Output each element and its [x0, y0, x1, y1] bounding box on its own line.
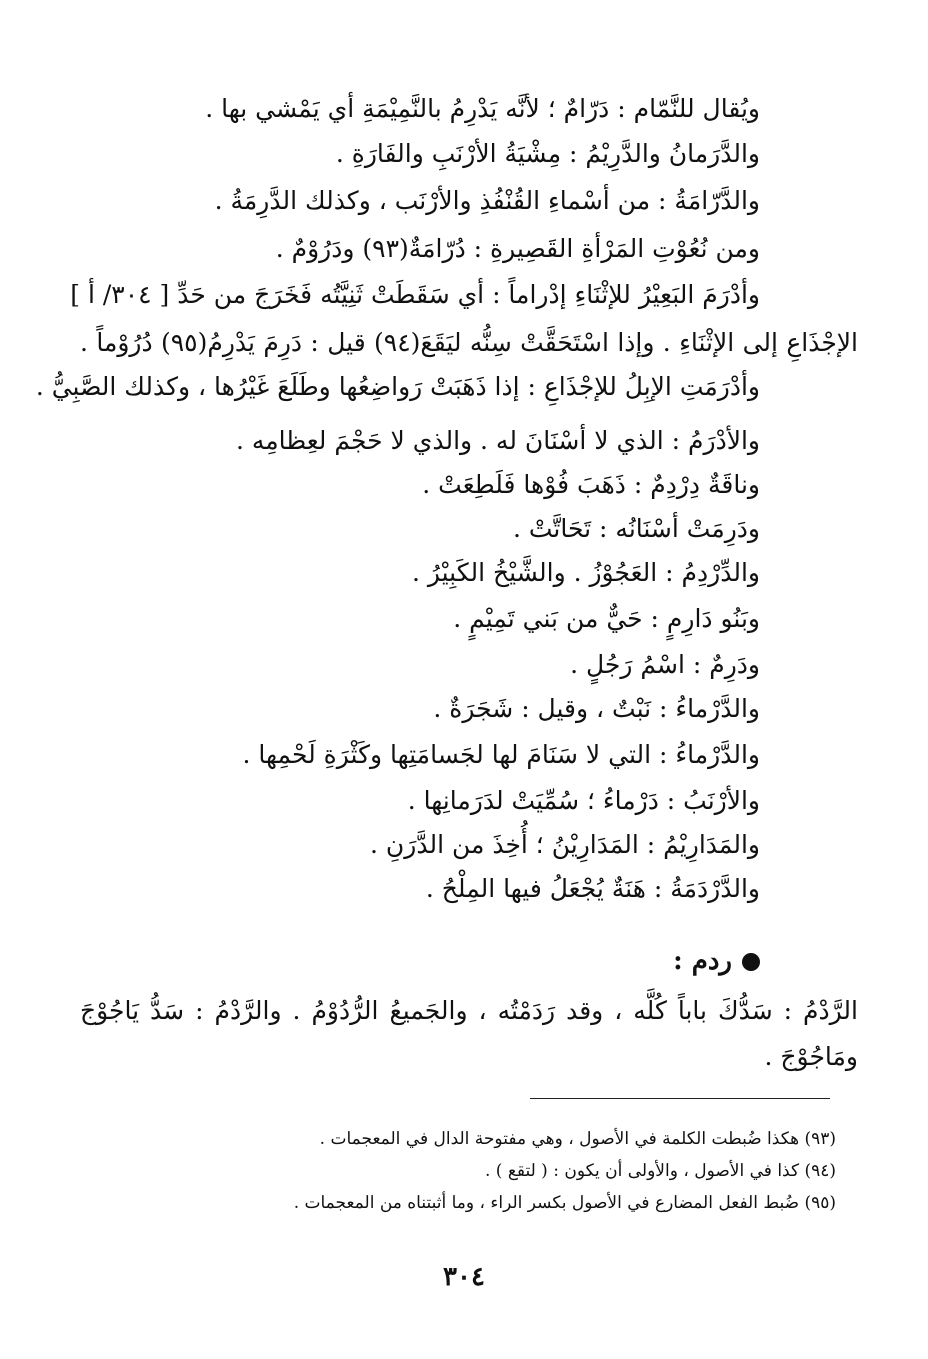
page-number: ٣٠٤	[443, 1262, 485, 1292]
footnote-93: (٩٣) هكذا ضُبطت الكلمة في الأصول ، وهي مفتوحة الدال في المعجمات .	[319, 1129, 836, 1149]
text-line-2: والدَّرَمانُ والدَّرِيْمُ : مِشْيَةُ الأرْنَبِ والفَارَةِ .	[335, 139, 760, 168]
text-line-9: وناقَةٌ دِرْدِمٌ : ذَهَبَ فُوْها فَلَطِعَتْ .	[422, 470, 760, 499]
text-line-15: والدَّرْماءُ : التي لا سَنَامَ لها لجَسامَتِها وكَثْرَةِ لَحْمِها .	[242, 740, 760, 769]
text-line-10: ودَرِمَتْ أسْنَانُه : تَحَاتَّتْ .	[512, 514, 760, 543]
text-line-11: والدِّرْدِمُ : العَجُوْزُ . والشَّيْخُ الكَبِيْرُ .	[411, 558, 760, 587]
final-line-2: ومَاجُوْجَ .	[764, 1042, 858, 1071]
text-line-1: ويُقال للنَّمّام : دَرّامٌ ؛ لأنَّه يَدْرِمُ بالنَّمِيْمَةِ أي يَمْشي بها .	[205, 94, 760, 123]
entry-heading	[80, 944, 760, 978]
bullet-icon	[742, 953, 760, 971]
footnote-95: (٩٥) ضُبط الفعل المضارع في الأصول بكسر الراء ، وما أثبتناه من المعجمات .	[293, 1193, 836, 1213]
final-line-1: الرَّدْمُ : سَدُّكَ باباً كُلَّه ، وقد رَدَمْتُه ، والجَميعُ الرُّدُوْمُ . والرَّدْمُ : سَدُّ يَاجُوْجَ	[80, 996, 858, 1025]
text-line-4: ومن نُعُوْتِ المَرْأةِ القَصِيرةِ : دُرّامَةٌ(٩٣) ودَرُوْمٌ .	[275, 234, 760, 263]
text-line-18: والدَّرْدَمَةُ : هَنَةٌ يُجْعَلُ فيها المِلْحُ .	[425, 874, 760, 903]
text-line-13: ودَرِمٌ : اسْمُ رَجُلٍ .	[570, 650, 760, 679]
text-line-3: والدَّرّامَةُ : من أسْماءِ القُنْفُذِ والأرْنَب ، وكذلك الدَّرِمَةُ .	[214, 186, 760, 215]
text-line-16: والأرْنَبُ : دَرْماءُ ؛ سُمِّيَتْ لدَرَمانِها .	[407, 786, 760, 815]
footnote-94: (٩٤) كذا في الأصول ، والأولى أن يكون : ( لتقع ) .	[484, 1161, 836, 1181]
text-line-6: الإجْذَاعِ إلى الإثْنَاءِ . وإذا اسْتَحَقَّتْ سِنُّه ليَقَعَ(٩٤) قيل : دَرِمَ يَدْرِمُ(٩٥) دُرُوْماً .	[80, 328, 858, 357]
text-line-5: وأدْرَمَ البَعِيْرُ للإثْنَاءِ إدْراماً : أي سَقَطَتْ ثَنِيَّتُه فَخَرَجَ من حَدِّ [ ٣٠٤/ أ ]	[70, 280, 760, 309]
footnote-divider	[530, 1098, 830, 1099]
text-line-7: وأدْرَمَتِ الإبِلُ للإجْذَاعِ : إذا ذَهَبَتْ رَواضِعُها وطَلَعَ غَيْرُها ، وكذلك الصَّبِيُّ .	[35, 372, 760, 401]
text-line-8: والأدْرَمُ : الذي لا أسْنَانَ له . والذي لا حَجْمَ لعِظامِه .	[235, 426, 760, 455]
text-line-12: وبَنُو دَارِمٍ : حَيٌّ من بَني تَمِيْمٍ .	[453, 604, 760, 633]
text-line-14: والدَّرْماءُ : نَبْتٌ ، وقيل : شَجَرَةٌ .	[433, 694, 760, 723]
entry-heading-label: ردم :	[673, 946, 732, 976]
text-line-17: والمَدَارِيْمُ : المَدَارِيْنُ ؛ أُخِذَ من الدَّرَنِ .	[370, 830, 760, 859]
